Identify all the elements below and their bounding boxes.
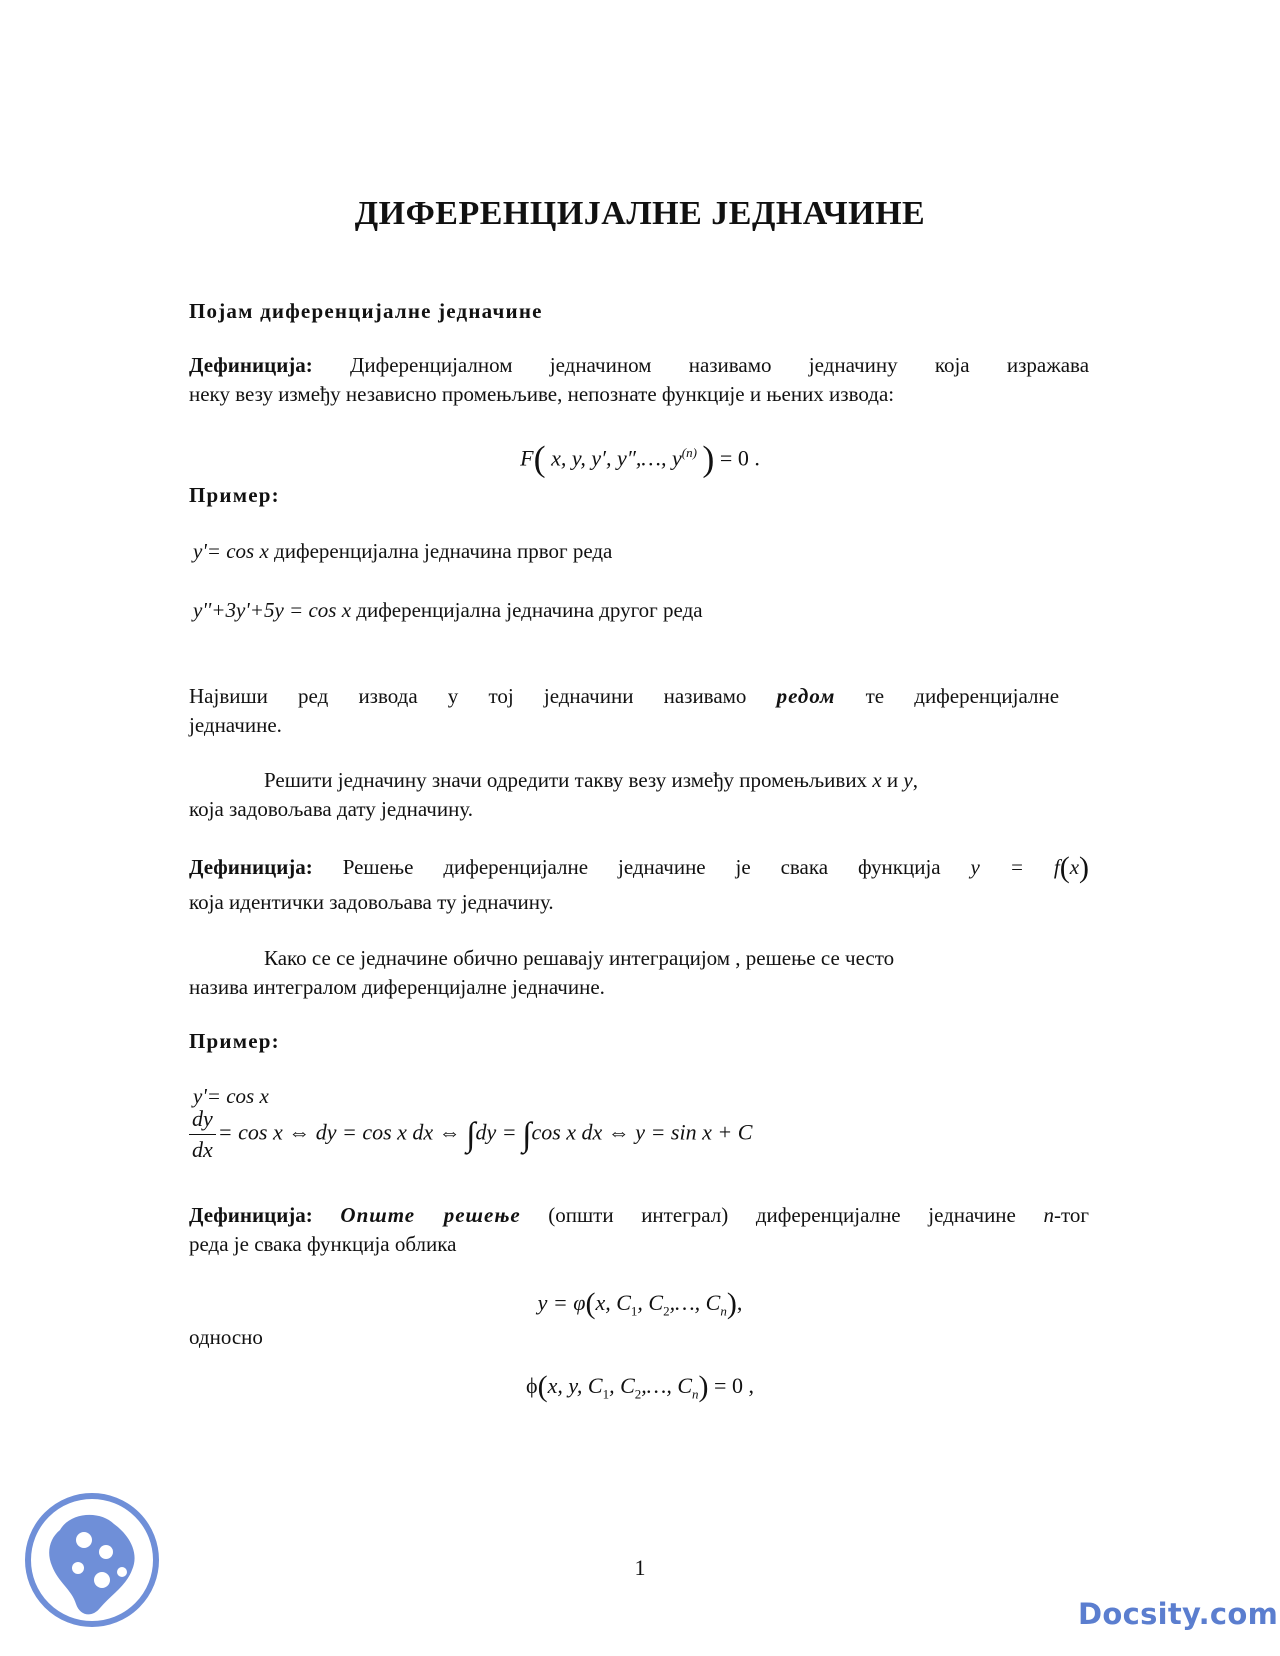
definition-2-function	[970, 851, 1090, 884]
definition-2-close-paren: )	[1079, 851, 1090, 884]
formula-3-c2: , C	[609, 1373, 635, 1398]
example-1-line-1	[193, 537, 1093, 566]
formula-implicit-solution	[0, 1370, 1280, 1403]
formula-2-close-paren: )	[726, 1287, 737, 1320]
paragraph-order-emphasis: редом	[776, 684, 836, 708]
paragraph-order	[189, 682, 1059, 740]
example-2-chain-part-2: dy =	[475, 1119, 517, 1145]
formula-1-lhs: F	[520, 445, 534, 471]
example-1-label: Пример:	[189, 483, 280, 507]
formula-2-sub-1: 1	[630, 1303, 638, 1319]
definition-1-label: Дефиниција:	[189, 353, 313, 377]
formula-general-solution	[0, 1287, 1280, 1320]
example-2-eq-1: y'= cos x	[193, 1084, 269, 1108]
formula-2-lhs: y = φ	[537, 1290, 586, 1315]
paragraph-order-line-1	[189, 682, 1059, 711]
integral-symbol-2: ∫	[522, 1116, 532, 1154]
paragraph-solve-line-2: која задовољава дату једначину.	[189, 797, 473, 821]
definition-2-func-y: y = f	[970, 855, 1060, 879]
paragraph-integral	[189, 944, 1089, 1002]
formula-3-close-paren: )	[698, 1370, 709, 1403]
formula-3-dots: ,…, C	[641, 1373, 693, 1398]
definition-1-text-1: Диференцијалном једначином називамо једначину која изражава	[350, 353, 1090, 377]
formula-2-end: ,	[736, 1290, 743, 1315]
definition-2-line-1	[189, 853, 1089, 882]
example-1-desc-2: диференцијална једначина другог реда	[356, 598, 703, 622]
formula-1-close-paren: )	[702, 438, 715, 479]
formula-3-args: x, y, C	[547, 1373, 603, 1398]
definition-1-line-1	[189, 351, 1089, 380]
definition-3-emphasis: Опште решење	[340, 1203, 521, 1227]
docsity-brand-link[interactable]: Docsity.com	[1078, 1597, 1279, 1631]
paragraph-solve-comma: ,	[912, 768, 918, 792]
formula-general-ode	[0, 438, 1280, 479]
formula-3-end: = 0 ,	[714, 1373, 754, 1398]
fraction-numerator: dy	[189, 1104, 216, 1135]
formula-1-open-paren: (	[533, 438, 546, 479]
example-2-chain	[189, 1104, 1089, 1165]
odnosno-text: односно	[189, 1325, 263, 1349]
definition-3-var-n: n	[1043, 1203, 1054, 1227]
formula-1-args: x, y, y′, y″,…, y	[551, 445, 682, 471]
paragraph-solve-var-x: x	[872, 768, 882, 792]
definition-2-line-2: која идентички задовољава ту једначину.	[189, 890, 554, 914]
paragraph-solve-and: и	[886, 768, 899, 792]
paragraph-solve	[189, 766, 1089, 824]
definition-3-line-1	[189, 1201, 1089, 1230]
page-number: 1	[634, 1555, 646, 1580]
definition-3-label: Дефиниција:	[189, 1203, 313, 1227]
example-2-chain-part-1: = cos x ⇔ dy = cos x dx ⇔	[217, 1119, 461, 1145]
paragraph-integral-line-1: Како се се једначине обично решавају интеграцијом , решење се често	[264, 946, 895, 970]
formula-2-args: x, C	[595, 1290, 631, 1315]
example-1-desc-1: диференцијална једначина првог реда	[274, 539, 613, 563]
formula-2-c2: , C	[637, 1290, 664, 1315]
formula-3-sub-n: n	[692, 1386, 699, 1402]
formula-1-rhs: = 0 .	[719, 445, 760, 471]
paragraph-integral-line-2: назива интегралом диференцијалне једначине.	[189, 975, 605, 999]
section-heading: Појам диференцијалне једначине	[189, 299, 543, 323]
definition-3	[189, 1201, 1089, 1259]
fraction-dy-dx	[189, 1104, 216, 1165]
formula-1-superscript: (n)	[681, 445, 697, 460]
example-2-chain-part-3: cos x dx ⇔ y = sin x + C	[531, 1119, 753, 1145]
definition-2-open-paren: (	[1059, 851, 1070, 884]
definition-1	[189, 351, 1089, 409]
definition-1-text-2: неку везу између независно промењљиве, непознате функције и њених извода:	[189, 382, 895, 406]
example-1-eq-1: y'= cos x	[193, 539, 269, 563]
paragraph-solve-var-y: y	[903, 768, 913, 792]
docsity-logo-icon[interactable]	[22, 1490, 162, 1630]
definition-2-label: Дефиниција:	[189, 855, 313, 879]
definition-3-text-2: -тог	[1053, 1203, 1089, 1227]
formula-3-open-paren: (	[537, 1370, 548, 1403]
integral-symbol-1: ∫	[466, 1116, 476, 1154]
formula-3-lhs: ϕ	[526, 1373, 538, 1398]
formula-3-sub-1: 1	[602, 1386, 610, 1402]
fraction-denominator: dx	[192, 1137, 213, 1162]
definition-2-text: Решење диференцијалне једначине је свака функција	[342, 855, 941, 879]
formula-2-sub-2: 2	[663, 1303, 670, 1319]
example-2-label: Пример:	[189, 1029, 280, 1053]
definition-3-line-2: реда је свака функција облика	[189, 1232, 457, 1256]
example-1-line-2	[193, 596, 1093, 625]
page-title: ДИФЕРЕНЦИЈАЛНЕ ЈЕДНАЧИНЕ	[354, 195, 926, 232]
definition-2-func-x: x	[1069, 855, 1080, 879]
example-1-eq-2: y''+3y'+5y = cos x	[193, 598, 352, 622]
paragraph-order-text-1: Највиши ред извода у тој једначини називамо	[189, 684, 747, 708]
definition-3-text-1: (општи интеграл) диференцијалне једначине	[548, 1203, 1016, 1227]
paragraph-order-text-2: те диференцијалне	[865, 684, 1060, 708]
formula-2-sub-n: n	[720, 1303, 727, 1319]
formula-2-open-paren: (	[585, 1287, 596, 1320]
paragraph-solve-text-1: Решити једначину значи одредити такву везу између промењљивих	[264, 768, 868, 792]
paragraph-solve-line-1	[189, 766, 1089, 795]
definition-2	[189, 853, 1089, 917]
paragraph-order-text-3: једначине.	[189, 713, 282, 737]
formula-3-sub-2: 2	[634, 1386, 642, 1402]
formula-2-dots: ,…, C	[669, 1290, 721, 1315]
